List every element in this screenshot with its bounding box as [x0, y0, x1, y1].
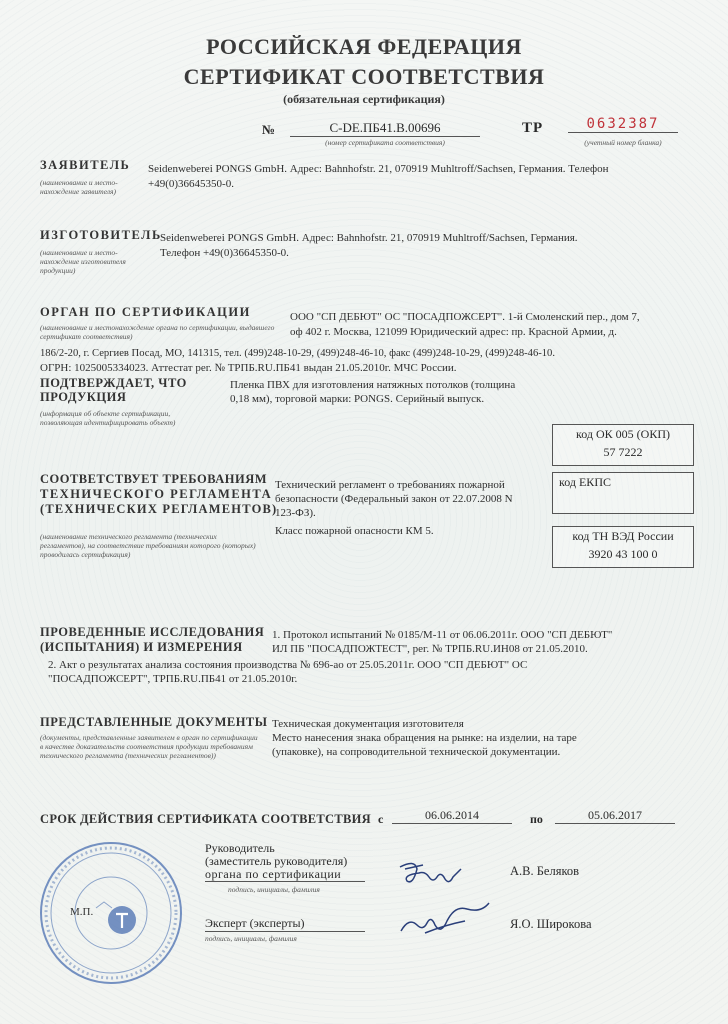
applicant-caption: (наименование и место-нахождение заявителя) [40, 178, 118, 196]
okp-code-head: код ОК 005 (ОКП) [576, 427, 670, 441]
tp-label: ТР [522, 120, 544, 136]
okp-code-box [552, 424, 694, 466]
cert-body-caption: (наименование и местонахождение органа по сертификации, выдавшего сертификат соответствия) [40, 323, 275, 341]
okp-code-value: 57 7222 [603, 445, 643, 459]
expert-signature-icon [395, 895, 495, 945]
certificate-number: C-DE.ПБ41.В.00696 [290, 120, 480, 137]
research-label-1: ПРОВЕДЕННЫЕ ИССЛЕДОВАНИЯ [40, 625, 265, 639]
expert-sign-caption: подпись, инициалы, фамилия [205, 934, 297, 943]
head-title-line-2: (заместитель руководителя) [205, 854, 348, 868]
product-label-1: ПОДТВЕРЖДАЕТ, ЧТО [40, 376, 187, 390]
compliance-label-1: СООТВЕТСТВУЕТ ТРЕБОВАНИЯМ [40, 472, 268, 486]
certificate-title: СЕРТИФИКАТ СООТВЕТСТВИЯ [183, 64, 545, 89]
product-line-2: 0,18 мм), торговой марки: PONGS. Серийный выпуск. [230, 393, 485, 405]
head-signature-icon [395, 855, 475, 895]
head-title-line-1: Руководитель [205, 841, 275, 855]
compliance-line-4: Класс пожарной опасности КМ 5. [275, 525, 434, 537]
product-label-2: ПРОДУКЦИЯ [40, 390, 127, 404]
research-line-3: 2. Акт о результатах анализа состояния производства № 696-ао от 25.05.2011г. ООО "СП ДЕБЮТ" ОС [48, 659, 528, 671]
product-caption: (информация об объекте сертификации, позволяющая идентифицировать объект) [40, 409, 176, 427]
head-name: А.В. Беляков [510, 864, 580, 878]
ekps-code-head: код ЕКПС [559, 475, 611, 489]
documents-line-2: Место нанесения знака обращения на рынке: на изделии, на таре [272, 732, 577, 744]
manufacturer-caption: (наименование и место-нахождение изготовителя продукции) [40, 248, 126, 275]
applicant-line-1: Seidenweberei PONGS GmbH. Адрес: Bahnhofstr. 21, 070919 Muhltroff/Sachsen, Германия. Телефон [148, 163, 609, 175]
stamp-place-label: М.П. [70, 906, 94, 918]
cert-body-line-2: оф 402 г. Москва, 121099 Юридический адрес: пр. Красной Армии, д. [290, 326, 617, 338]
validity-from-date: 06.06.2014 [392, 808, 512, 824]
form-number-caption: (учетный номер бланка) [584, 138, 662, 147]
documents-line-1: Техническая документация изготовителя [272, 718, 464, 730]
compliance-label-2: ТЕХНИЧЕСКОГО РЕГЛАМЕНТА [40, 487, 273, 501]
manufacturer-line-1: Seidenweberei PONGS GmbH. Адрес: Bahnhofstr. 21, 070919 Muhltroff/Sachsen, Германия. [160, 232, 578, 244]
head-sign-caption: подпись, инициалы, фамилия [228, 885, 320, 894]
tnved-code-box [552, 526, 694, 568]
documents-line-3: (упаковке), на сопроводительной технической документации. [272, 746, 561, 758]
manufacturer-line-2: Телефон +49(0)36645350-0. [160, 247, 289, 259]
validity-from-word: с [378, 812, 384, 826]
stamp-icon [36, 838, 186, 988]
tnved-code-value: 3920 43 100 0 [588, 547, 658, 561]
cert-body-line-3: 186/2-20, г. Сергиев Посад, МО, 141315, тел. (499)248-10-29, (499)248-46-10, факс (499)248-10-29, (499)248-46-10. [40, 348, 556, 359]
tnved-code-head: код ТН ВЭД России [572, 529, 674, 543]
documents-caption: (документы, представленные заявителем в орган по сертификации в качестве доказательств соответствия продукции требованиям технического регламента (технических регламентов)) [40, 733, 258, 760]
expert-label: Эксперт (эксперты) [205, 916, 365, 932]
cert-body-label: ОРГАН ПО СЕРТИФИКАЦИИ [40, 305, 251, 319]
documents-label: ПРЕДСТАВЛЕННЫЕ ДОКУМЕНТЫ [40, 715, 268, 729]
expert-name: Я.О. Широкова [510, 917, 592, 931]
compliance-line-3: 123-ФЗ). [275, 507, 316, 519]
certificate-subtitle: (обязательная сертификация) [283, 92, 445, 106]
cert-body-line-4: ОГРН: 1025005334023. Аттестат рег. № ТРПБ.RU.ПБ41 выдан 21.05.2010г. МЧС России. [40, 362, 457, 374]
compliance-line-2: безопасности (Федеральный закон от 22.07.2008 N [275, 493, 513, 505]
compliance-line-1: Технический регламент о требованиях пожарной [275, 479, 505, 491]
compliance-caption: (наименование технического регламента (технических регламентов), на соответствие требованиям которого (которых) проводилась сертификация) [40, 532, 256, 559]
validity-to-word: по [530, 812, 543, 826]
compliance-label-3: (ТЕХНИЧЕСКИХ РЕГЛАМЕНТОВ) [40, 502, 278, 516]
manufacturer-label: ИЗГОТОВИТЕЛЬ [40, 228, 162, 242]
validity-to-date: 05.06.2017 [555, 808, 675, 824]
research-line-4: "ПОСАДПОЖСЕРТ", ТРПБ.RU.ПБ41 от 21.05.2010г. [48, 673, 298, 685]
applicant-line-2: +49(0)36645350-0. [148, 178, 234, 190]
number-sign: № [262, 122, 276, 137]
country-title: РОССИЙСКАЯ ФЕДЕРАЦИЯ [206, 34, 522, 59]
validity-label: СРОК ДЕЙСТВИЯ СЕРТИФИКАТА СООТВЕТСТВИЯ [40, 812, 371, 826]
certificate-number-caption: (номер сертификата соответствия) [325, 138, 445, 147]
applicant-label: ЗАЯВИТЕЛЬ [40, 158, 131, 172]
form-number: 0632387 [568, 116, 678, 133]
research-label-2: (ИСПЫТАНИЯ) И ИЗМЕРЕНИЯ [40, 640, 243, 654]
head-title-line-3: органа по сертификации [205, 868, 365, 882]
ekps-code-box [552, 472, 694, 514]
research-line-1: 1. Протокол испытаний № 0185/М-11 от 06.06.2011г. ООО "СП ДЕБЮТ" [272, 629, 613, 641]
product-line-1: Пленка ПВХ для изготовления натяжных потолков (толщина [230, 379, 516, 391]
cert-body-line-1: ООО "СП ДЕБЮТ" ОС "ПОСАДПОЖСЕРТ". 1-й Смоленский пер., дом 7, [290, 311, 640, 323]
research-line-2: ИЛ ПБ "ПОСАДПОЖТЕСТ", рег. № ТРПБ.RU.ИН08 от 21.05.2010. [272, 643, 588, 655]
